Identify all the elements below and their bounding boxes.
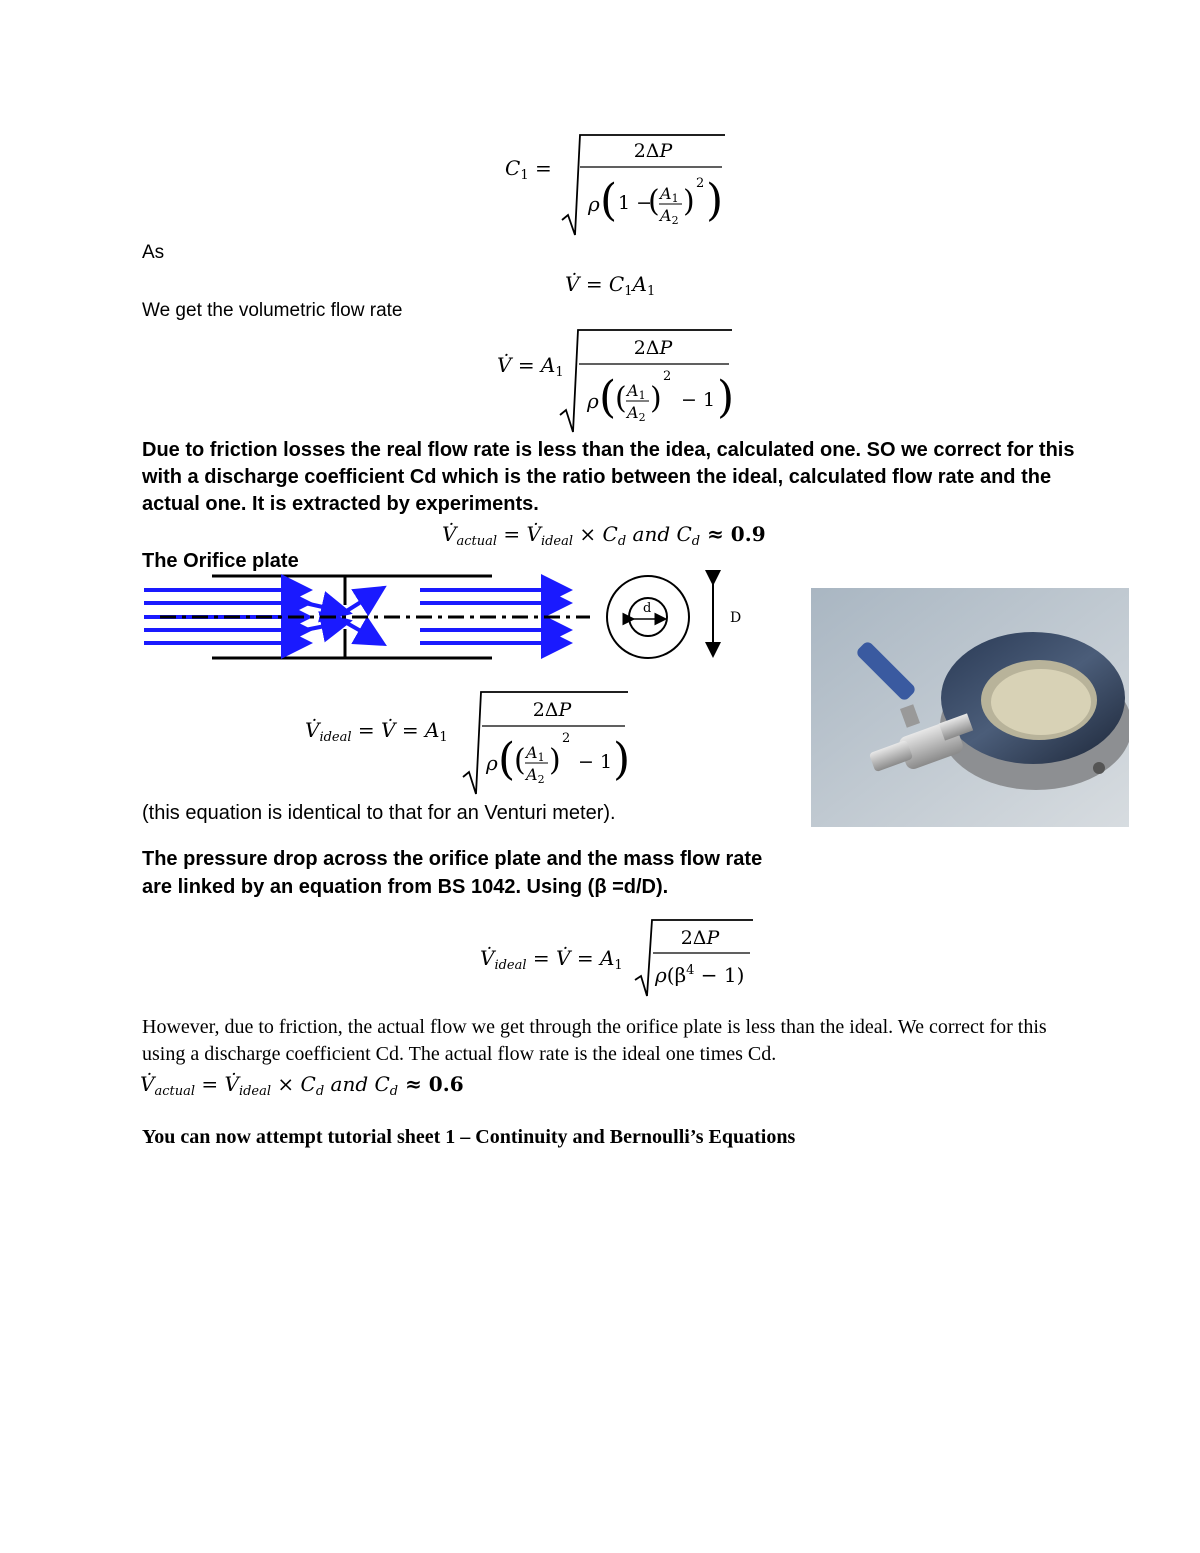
svg-text:2: 2 — [562, 731, 571, 746]
svg-text:2ΔP: 2ΔP — [633, 337, 673, 359]
equation-vactual-09 — [440, 518, 800, 552]
svg-text:): ) — [717, 372, 735, 423]
equation-vdot-a1 — [495, 320, 745, 435]
svg-text:(: ( — [648, 184, 660, 219]
svg-text:ρ: ρ — [588, 192, 600, 216]
text-orifice-heading: The Orifice plate — [142, 550, 299, 572]
text-as: As — [142, 242, 165, 263]
svg-text:V̇actual = V̇ideal × Cd and Cd: $V̇_{actual}$ = $V̇_{ideal} \times C_d$ and $C_d \approx 0.9$ — [442, 522, 766, 549]
svg-text:ρ(β4 − 1): $\rho(\beta^4 - 1)$ — [655, 963, 745, 987]
svg-text:2: 2 — [696, 176, 705, 191]
svg-text:2: 2 — [663, 369, 672, 384]
svg-text:(: ( — [514, 743, 526, 778]
text-friction-paragraph: Due to friction losses the real flow rate is less than the idea, calculated one. SO we correct for this with a discharge coefficient Cd which is the ratio between the ideal, calculated flow rate and the actual one. It is extracted by experiments. — [142, 439, 1075, 515]
eq-c1-lhs: $C_1$ = — [505, 156, 552, 183]
text-tutorial: You can now attempt tutorial sheet 1 – Continuity and Bernoulli’s Equations — [142, 1126, 796, 1148]
svg-text:V̇ideal = V̇ = A1: $V̇_{ideal}$ = V̇ = $A_1$ — [480, 946, 623, 973]
svg-text:(: ( — [600, 175, 618, 226]
label-small-d: d — [643, 601, 652, 616]
plate-outer-circle — [607, 576, 689, 658]
svg-text:V̇ideal = V̇ = A1: $V̇_{ideal}$ = V̇ = $A_1$ — [305, 718, 448, 745]
text-volumetric: We get the volumetric flow rate — [142, 300, 403, 321]
svg-text:ρ: ρ — [587, 389, 599, 413]
svg-text:A2: A2 — [627, 403, 646, 424]
eq-c1-numerator: 2ΔP — [633, 140, 673, 162]
equation-videal — [300, 682, 640, 797]
svg-text:ρ: ρ — [486, 751, 498, 775]
orifice-diagram — [140, 570, 760, 665]
svg-text:A1: A1 — [627, 381, 646, 402]
svg-text:): ) — [706, 175, 724, 226]
svg-text:− 1: − 1 — [578, 751, 613, 773]
svg-text:): ) — [613, 734, 631, 785]
text-pressure-paragraph: The pressure drop across the orifice plate and the mass flow rate are linked by an equation from BS 1042. Using (β =d/D). — [142, 848, 763, 898]
svg-text:V̇actual = V̇ideal × Cd and Cd: $V̇_{actual}$ = $V̇_{ideal} \times C_d$ and $C_d \approx 0.6$ — [140, 1072, 464, 1099]
label-big-d: D — [730, 610, 742, 626]
svg-text:A2: A2 — [526, 765, 545, 786]
svg-text:2ΔP: 2ΔP — [680, 927, 720, 949]
svg-text:2ΔP: 2ΔP — [532, 699, 572, 721]
svg-text:A2: A2 — [660, 206, 679, 227]
equation-vdot-c1a1 — [560, 265, 680, 301]
svg-text:(: ( — [599, 372, 617, 423]
svg-text:): ) — [683, 184, 695, 219]
svg-text:): ) — [650, 381, 662, 416]
svg-text:(: ( — [498, 734, 516, 785]
equation-vactual-06 — [138, 1068, 498, 1102]
equation-videal-beta — [475, 910, 765, 1000]
equation-c1 — [500, 125, 740, 245]
svg-text:V̇ = C1A1: V̇ = $C_1A_1$ — [565, 272, 656, 299]
svg-text:A1: A1 — [526, 743, 545, 764]
svg-text:− 1: − 1 — [681, 389, 716, 411]
text-venturi-note: (this equation is identical to that for an Venturi meter). — [142, 802, 616, 824]
svg-text:): ) — [549, 743, 561, 778]
text-however-paragraph: However, due to friction, the actual flow we get through the orifice plate is less than the ideal. We correct for this using a discharge coefficient Cd. The actual flow rate is the ideal one times Cd. — [142, 1016, 1047, 1065]
orifice-plate-photo — [811, 588, 1129, 827]
svg-text:V̇ = A1: V̇ = $A_1$ — [497, 353, 564, 380]
svg-text:1 −: 1 − — [618, 192, 653, 214]
svg-text:A1: A1 — [660, 184, 679, 205]
svg-text:(: ( — [615, 381, 627, 416]
